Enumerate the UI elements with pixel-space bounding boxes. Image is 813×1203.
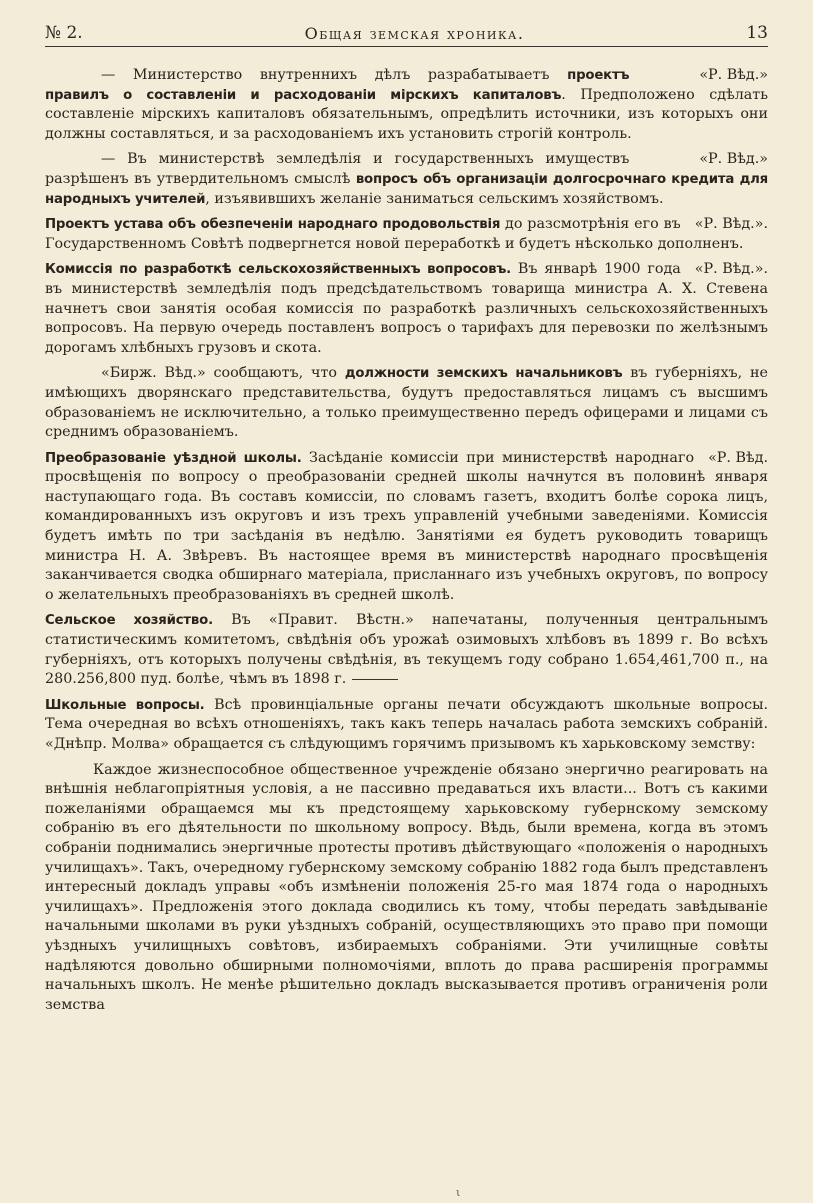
running-header bbox=[45, 20, 768, 47]
news-item-7 bbox=[45, 611, 768, 689]
item-heading: вопросъ объ организаціи долгосрочнаго кредита для народныхъ учителей bbox=[45, 171, 768, 207]
article-body bbox=[45, 66, 768, 1163]
source-signature: «Р. Вѣд. bbox=[708, 449, 768, 466]
issue-number: № 2. bbox=[45, 23, 83, 43]
news-item-4 bbox=[45, 260, 768, 358]
item-heading: Преобразованіе уѣздной школы. bbox=[45, 450, 302, 466]
section-title: Общая земская хроника. bbox=[304, 23, 525, 43]
item-text: Въ январѣ 1900 года въ министерствѣ земледѣлія подъ предсѣдательствомъ товарища министра А. Х. Стевена начнетъ свои занятія особая комиссія по разработкѣ различныхъ сельскохозяйственныхъ вопросовъ. На первую очередь поставленъ вопросъ о тарифахъ для перевозки по желѣзнымъ дорогамъ хлѣбныхъ грузовъ и скота. bbox=[45, 261, 768, 356]
source-signature: «Р. Вѣд.» bbox=[699, 67, 768, 83]
item-heading: Школьные вопросы. bbox=[45, 697, 205, 713]
block-quote: Каждое жизнеспособное общественное учрежденіе обязано энергично реагировать на внѣшнія неблагопріятныя условія, а не пассивно предаваться ихъ власти... Вотъ съ какими пожеланіями обращаемся мы къ предстоящему харьковскому губернскому земскому собранію въ его дѣятельности по школьному вопросу. Вѣдь, были времена, когда въ этомъ собраніи поднимались энергичные протесты противъ дѣйствующаго «положенія о народныхъ училищахъ». Такъ, очередному губернскому земскому собранію 1882 года былъ представленъ интересный докладъ управы «объ измѣненіи положенія 25-го мая 1874 года о народныхъ училищахъ». Предложенія этого доклада сводились къ тому, чтобы передать завѣдываніе начальными школами въ руки уѣздныхъ собраній, осуществляющихъ это право при помощи уѣздныхъ училищныхъ совѣтовъ, избираемыхъ собраніями. Эти училищные совѣты надѣляются довольно обширными полномочіями, вплоть до права расширенія программы начальныхъ школъ. Не менѣе рѣшительно докладъ высказывается противъ ограниченія роли земства bbox=[45, 761, 768, 1013]
item-heading: Комиссія по разработкѣ сельскохозяйственныхъ вопросовъ. bbox=[45, 262, 512, 278]
item-text: . Предположено сдѣлать составленіе мірскихъ капиталовъ обязательнымъ, опредѣлить источники, изъ которыхъ они должны составляться, и за расходованіемъ ихъ установить строгій контроль. bbox=[45, 86, 768, 142]
item-heading: Сельское хозяйство. bbox=[45, 613, 213, 629]
item-heading: должности земскихъ начальниковъ bbox=[344, 366, 623, 382]
item-heading: Проектъ устава объ обезпеченіи народнаго продовольствія bbox=[45, 217, 501, 233]
item-text: «Бирж. Вѣд.» сообщаютъ, что bbox=[101, 365, 345, 382]
item-text: Всѣ провинціальные органы печати обсуждаютъ школьные вопросы. Тема очередная во всѣхъ отношеніяхъ, такъ какъ теперь началась работа земскихъ собраній. «Днѣпр. Молва» обращается съ слѣдующимъ горячимъ призывомъ къ харьковскому земству: bbox=[45, 696, 768, 752]
page-speck: ι bbox=[456, 1186, 461, 1199]
item-text: Засѣданіе комиссіи при министерствѣ народнаго просвѣщенія по вопросу о преобразованіи средней школы начнутся въ половинѣ января наступающаго года. Въ составъ комиссіи, по словамъ газетъ, входитъ болѣе сорока лицъ, командированныхъ изъ округовъ и изъ трехъ управленій учебными заведеніями. Комиссія будетъ имѣть по три засѣданія въ недѣлю. Занятіями ея будетъ руководить товарищъ министра Н. А. Звѣревъ. Въ настоящее время въ министерствѣ народнаго просвѣщенія заканчивается сводка обширнаго матеріала, присланнаго изъ учебныхъ округовъ, по вопросу о желательныхъ преобразованіяхъ въ средней школѣ. bbox=[45, 449, 768, 603]
item-heading: проектъ правилъ о составленіи и расходованіи мірскихъ капиталовъ bbox=[45, 68, 630, 103]
item-text: , изъявившихъ желаніе заниматься сельскимъ хозяйствомъ. bbox=[205, 190, 664, 207]
dash: — bbox=[101, 67, 133, 83]
item-text: въ губерніяхъ, не имѣющихъ дворянскаго представительства, будутъ предоставляться лицамъ съ высшимъ образованіемъ не исключительно, а только преимущественно передъ офицерами и лицами съ среднимъ образованіемъ. bbox=[45, 365, 769, 441]
news-item-3 bbox=[45, 215, 768, 254]
source-signature: «Р. Вѣд.» bbox=[699, 151, 768, 168]
news-item-6 bbox=[45, 449, 768, 606]
news-item-2 bbox=[45, 150, 768, 209]
source-signature: «Р. Вѣд.». bbox=[694, 216, 768, 233]
news-item-8 bbox=[45, 696, 768, 755]
item-text: Въ «Правит. Вѣстн.» напечатаны, полученныя центральнымъ статистическимъ комитетомъ, свѣдѣнія объ урожаѣ озимовыхъ хлѣбовъ въ 1899 г. Во всѣхъ губерніяхъ, отъ которыхъ получены свѣдѣнія, въ текущемъ году собрано 1.654,461,700 п., на 280.256,800 пуд. болѣе, чѣмъ въ 1898 г. bbox=[45, 612, 768, 688]
news-item-1 bbox=[45, 66, 768, 144]
section-rule bbox=[352, 679, 398, 680]
news-item-5 bbox=[45, 364, 768, 442]
item-text: Въ министерствѣ земледѣлія и государственныхъ имуществъ разрѣшенъ въ утвердительномъ смыслѣ bbox=[45, 151, 630, 187]
source-signature: «Р. Вѣд.». bbox=[694, 261, 768, 278]
page-number: 13 bbox=[746, 23, 768, 43]
item-text: Министерство внутреннихъ дѣлъ разрабатываетъ bbox=[132, 67, 568, 83]
item-text: до разсмотрѣнія его въ Государственномъ Совѣтѣ подвергнется новой переработкѣ и будетъ нѣсколько дополненъ. bbox=[45, 216, 744, 252]
dash: — bbox=[101, 151, 128, 168]
